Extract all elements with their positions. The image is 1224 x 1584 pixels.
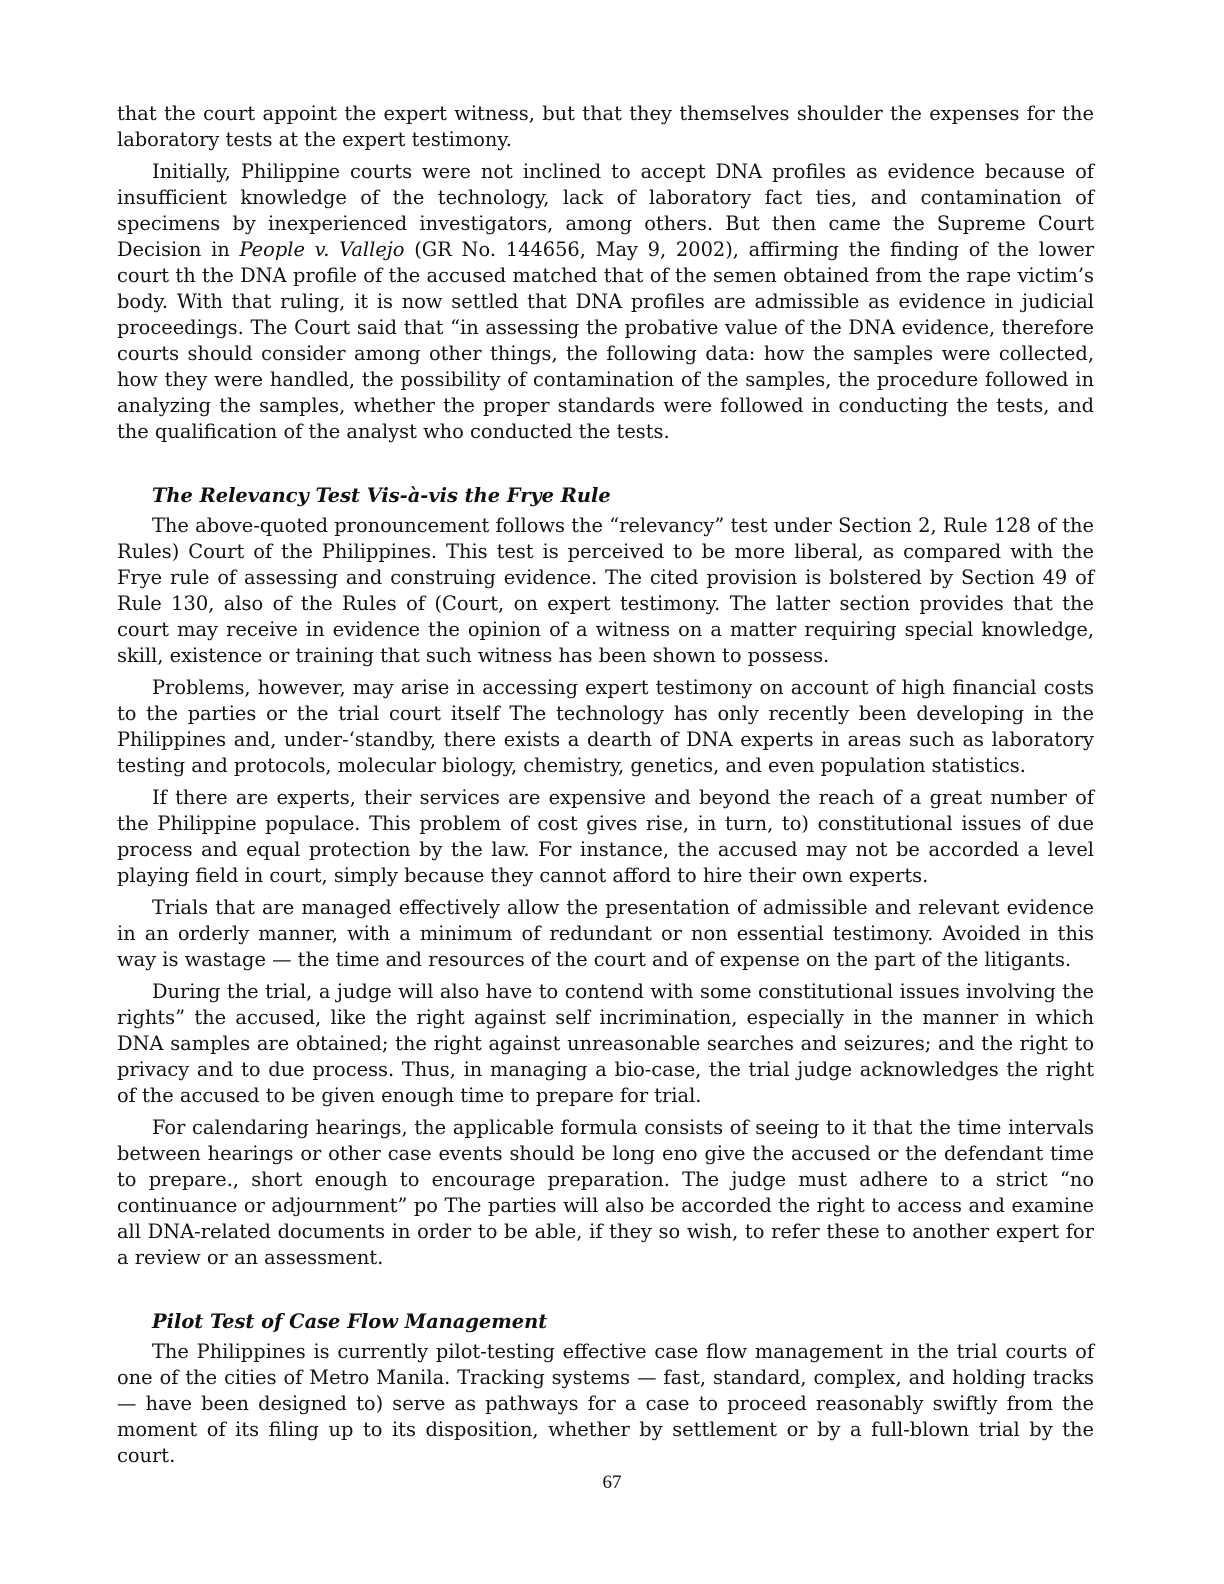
page-number: 67 [602, 1472, 622, 1493]
paragraph: The above-quoted pronouncement follows the “relevancy” test under Section 2, Rule 128 of the Rules) Court of the Philippines. This test is perceived to be more liberal, as compared with the Frye rule of assessing and construing evidence. The cited provision is bolstered by Section 49 of Rule 130, also of the Rules of (Court, on expert testimony. The latter section provides that the court may receive in evidence the opinion of a witness on a matter requiring special knowledge, skill, existence or training that such witness has been shown to possess. [117, 514, 1094, 667]
document-page [117, 101, 1094, 1475]
section-heading-pilot-test: Pilot Test of Case Flow Management [152, 1310, 548, 1333]
section-heading-relevancy: The Relevancy Test Vis-à-vis the Frye Rule [152, 484, 611, 507]
paragraph-text: Initially, Philippine courts were not inclined to accept DNA profiles as evidence because of insufficient knowledge of the technology, lack of laboratory fact ties, and contamination of specimens by inexperienced investigators, among others. But then came the Supreme Court Decision in [117, 160, 1094, 261]
paragraph: Problems, however, may arise in accessing expert testimony on account of high financial costs to the parties or the trial court itself The technology has only recently been developing in the Philippines and, under-‘standby, there exists a dearth of DNA experts in areas such as laboratory testing and protocols, molecular biology, chemistry, genetics, and even population statistics. [117, 676, 1094, 777]
paragraph: The Philippines is currently pilot-testing effective case flow management in the trial courts of one of the cities of Metro Manila. Tracking systems — fast, standard, complex, and holding tracks — have been designed to) serve as pathways for a case to proceed reasonably swiftly from the moment of its filing up to its disposition, whether by settlement or by a full-blown trial by the court. [117, 1340, 1094, 1467]
paragraph-text: (GR No. 144656, May 9, 2002), affirming the finding of the lower court th the DNA profile of the accused matched that of the semen obtained from the rape victim’s body. With that ruling, it is now settled that DNA profiles are admissible as evidence in judicial proceedings. The Court said that “in assessing the probative value of the DNA evidence, therefore courts should consider among other things, the following data: how the samples were collected, how they were handled, the possibility of contamination of the samples, the procedure followed in analyzing the samples, whether the proper standards were followed in conducting the tests, and the qualification of the analyst who conducted the tests. [117, 238, 1094, 443]
case-citation: People v. Vallejo [239, 238, 405, 261]
paragraph: For calendaring hearings, the applicable formula consists of seeing to it that the time intervals between hearings or other case events should be long eno give the accused or the defendant time to prepare., short enough to encourage preparation. The judge must adhere to a strict “no continuance or adjournment” po The parties will also be accorded the right to access and examine all DNA-related documents in order to be able, if they so wish, to refer these to another expert for a review or an assessment. [117, 1116, 1094, 1269]
paragraph-dna-admissibility [117, 159, 1094, 445]
paragraph: Trials that are managed effectively allow the presentation of admissible and relevant evidence in an orderly manner, with a minimum of redundant or non essential testimony. Avoided in this way is wastage — the time and resources of the court and of expense on the part of the litigants. [117, 896, 1094, 971]
paragraph: If there are experts, their services are expensive and beyond the reach of a great number of the Philippine populace. This problem of cost gives rise, in turn, to) constitutional issues of due process and equal protection by the law. For instance, the accused may not be accorded a level playing field in court, simply because they cannot afford to hire their own experts. [117, 786, 1094, 887]
paragraph-continuation: that the court appoint the expert witness, but that they themselves shoulder the expenses for the laboratory tests at the expert testimony. [117, 102, 1094, 151]
paragraph: During the trial, a judge will also have to contend with some constitutional issues involving the rights” the accused, like the right against self incrimination, especially in the manner in which DNA samples are obtained; the right against unreasonable searches and seizures; and the right to privacy and to due process. Thus, in managing a bio-case, the trial judge acknowledges the right of the accused to be given enough time to prepare for trial. [117, 980, 1094, 1107]
